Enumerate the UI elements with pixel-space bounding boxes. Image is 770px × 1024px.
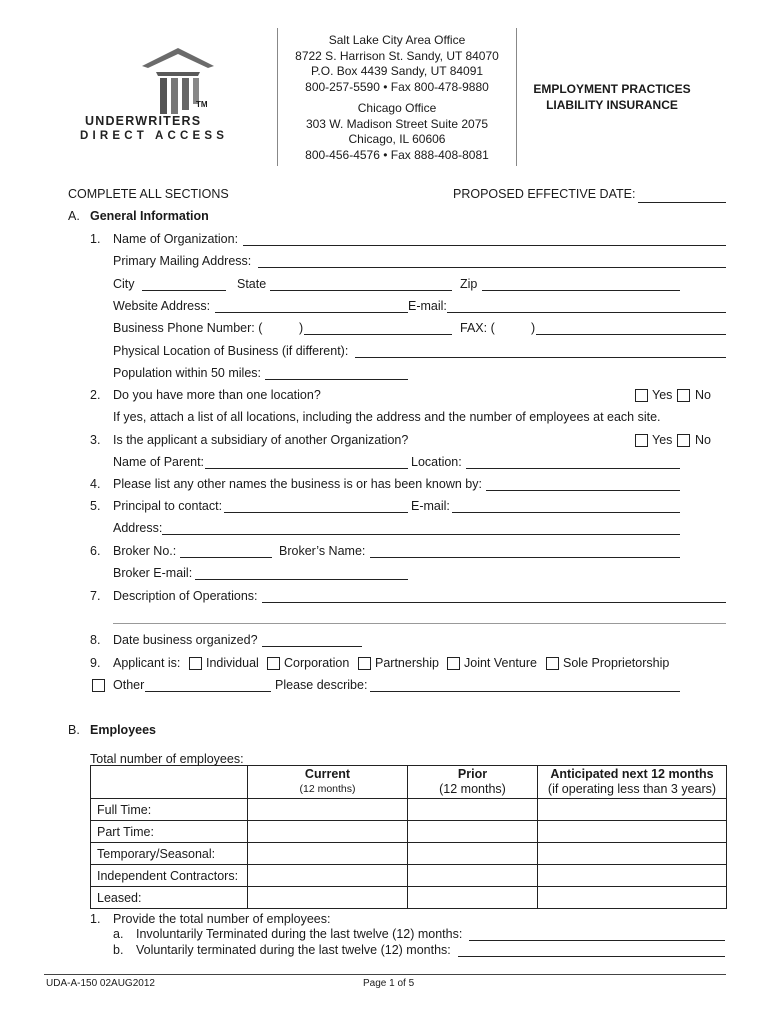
table-row <box>91 843 727 865</box>
q5-number: 5. <box>90 499 101 513</box>
section-a-letter: A. <box>68 209 80 223</box>
city-field[interactable] <box>142 290 226 291</box>
parent-name-label: Name of Parent: <box>113 455 205 469</box>
employees-table-caption: Total number of employees: <box>90 752 244 766</box>
slc-office-phone: 800-257-5590 • Fax 800-478-9880 <box>305 79 489 94</box>
describe-field[interactable] <box>370 691 680 692</box>
row-label: Leased: <box>91 887 248 909</box>
prior-cell[interactable] <box>408 865 538 887</box>
current-cell[interactable] <box>248 887 408 909</box>
b1-question: Provide the total number of employees: <box>113 912 331 926</box>
q9-number: 9. <box>90 656 101 670</box>
broker-name-label: Broker’s Name: <box>279 544 366 558</box>
proposed-date-field[interactable] <box>638 202 726 203</box>
form-id: UDA-A-150 02AUG2012 <box>46 978 155 989</box>
website-label: Website Address: <box>113 299 211 313</box>
sole-proprietorship-checkbox[interactable] <box>546 657 559 670</box>
mailing-address-label: Primary Mailing Address: <box>113 254 252 268</box>
header-divider-right <box>516 28 517 166</box>
business-phone-close: ) <box>299 321 304 335</box>
anticipated-cell[interactable] <box>538 887 727 909</box>
principal-email-field[interactable] <box>452 512 680 513</box>
email-label: E-mail: <box>408 299 447 313</box>
zip-label: Zip <box>460 277 478 291</box>
header-prior <box>408 766 538 799</box>
q2-note: If yes, attach a list of all locations, including the address and the number of employees at each site. <box>113 410 661 424</box>
operations-field-1[interactable] <box>262 602 726 603</box>
header-anticipated-sub: (if operating less than 3 years) <box>547 782 717 796</box>
section-b-letter: B. <box>68 723 80 737</box>
fax-close: ) <box>531 321 536 335</box>
voluntary-terminated-field[interactable] <box>458 956 725 957</box>
broker-email-field[interactable] <box>195 579 408 580</box>
other-label: Other <box>113 678 145 692</box>
header-current-sub: (12 months) <box>299 783 356 795</box>
q8-number: 8. <box>90 633 101 647</box>
b1-number: 1. <box>90 912 101 926</box>
q1-number: 1. <box>90 232 101 246</box>
header-anticipated-title: Anticipated next 12 months <box>550 767 714 781</box>
current-cell[interactable] <box>248 843 408 865</box>
slc-office-street: 8722 S. Harrison St. Sandy, UT 84070 <box>295 48 499 63</box>
q3-question: Is the applicant a subsidiary of another Organization? <box>113 433 409 447</box>
operations-label: Description of Operations: <box>113 589 258 603</box>
org-name-label: Name of Organization: <box>113 232 239 246</box>
joint-venture-label: Joint Venture <box>464 656 537 670</box>
corporation-label: Corporation <box>284 656 350 670</box>
table-row <box>91 799 727 821</box>
header-current <box>248 766 408 799</box>
other-field[interactable] <box>145 691 271 692</box>
employees-table <box>90 765 727 909</box>
fax-field[interactable] <box>536 334 726 335</box>
section-b-title: Employees <box>90 723 157 737</box>
slc-office-name: Salt Lake City Area Office <box>328 33 466 47</box>
state-label: State <box>237 277 267 291</box>
partnership-checkbox[interactable] <box>358 657 371 670</box>
date-organized-label: Date business organized? <box>113 633 258 647</box>
physical-location-field[interactable] <box>355 357 726 358</box>
city-label: City <box>113 277 135 291</box>
parent-location-field[interactable] <box>466 468 680 469</box>
q2-no-label: No <box>695 388 711 402</box>
parent-name-field[interactable] <box>205 468 408 469</box>
joint-venture-checkbox[interactable] <box>447 657 460 670</box>
chicago-office-street: 303 W. Madison Street Suite 2075 <box>305 116 489 131</box>
proposed-date-label: PROPOSED EFFECTIVE DATE: <box>453 187 636 201</box>
current-cell[interactable] <box>248 821 408 843</box>
q6-number: 6. <box>90 544 101 558</box>
q3-number: 3. <box>90 433 101 447</box>
q3-no-label: No <box>695 433 711 447</box>
date-organized-field[interactable] <box>262 646 362 647</box>
anticipated-cell[interactable] <box>538 821 727 843</box>
prior-cell[interactable] <box>408 843 538 865</box>
current-cell[interactable] <box>248 865 408 887</box>
state-field[interactable] <box>270 290 452 291</box>
header-current-title: Current <box>304 767 351 781</box>
physical-location-label: Physical Location of Business (if different): <box>113 344 349 358</box>
header-anticipated <box>538 766 727 799</box>
current-cell[interactable] <box>248 799 408 821</box>
principal-address-field[interactable] <box>162 534 680 535</box>
page-number: Page 1 of 5 <box>363 978 415 989</box>
slc-office-pobox: P.O. Box 4439 Sandy, UT 84091 <box>310 64 484 78</box>
other-names-field[interactable] <box>486 490 680 491</box>
chicago-office-name: Chicago Office <box>357 101 437 115</box>
section-a-title: General Information <box>90 209 209 223</box>
prior-cell[interactable] <box>408 887 538 909</box>
q2-yes-checkbox[interactable] <box>635 389 648 402</box>
q4-question: Please list any other names the business is or has been known by: <box>113 477 482 491</box>
logo-line-1: UNDERWRITERS <box>85 114 202 128</box>
population-label: Population within 50 miles: <box>113 366 261 380</box>
row-label: Part Time: <box>91 821 248 843</box>
table-header-row <box>91 766 727 799</box>
involuntary-terminated-field[interactable] <box>469 940 725 941</box>
email-field[interactable] <box>447 312 726 313</box>
company-logo <box>78 42 258 152</box>
chicago-office-phone: 800-456-4576 • Fax 888-408-8081 <box>305 147 489 162</box>
applicant-type-label: Applicant is: <box>113 656 181 670</box>
document-title <box>518 82 706 113</box>
table-row <box>91 887 727 909</box>
q4-number: 4. <box>90 477 101 491</box>
header-blank-cell <box>91 766 248 799</box>
q7-number: 7. <box>90 589 101 603</box>
b1b-letter: b. <box>113 943 124 957</box>
broker-no-field[interactable] <box>180 557 272 558</box>
logo-line-2: DIRECT ACCESS <box>80 130 229 142</box>
business-phone-field[interactable] <box>304 334 452 335</box>
q3-yes-checkbox[interactable] <box>635 434 648 447</box>
slc-office-block <box>278 33 516 95</box>
broker-name-field[interactable] <box>370 557 680 558</box>
business-phone-label: Business Phone Number: ( <box>113 321 263 335</box>
website-field[interactable] <box>215 312 408 313</box>
sole-proprietorship-label: Sole Proprietorship <box>563 656 670 670</box>
q3-no-checkbox[interactable] <box>677 434 690 447</box>
q2-question: Do you have more than one location? <box>113 388 321 402</box>
document-title-line-2: LIABILITY INSURANCE <box>546 97 678 112</box>
anticipated-cell[interactable] <box>538 843 727 865</box>
corporation-checkbox[interactable] <box>267 657 280 670</box>
anticipated-cell[interactable] <box>538 799 727 821</box>
document-title-line-1: EMPLOYMENT PRACTICES <box>533 82 691 96</box>
q2-yes-label: Yes <box>652 388 673 402</box>
header-prior-title: Prior <box>457 767 488 781</box>
row-label: Full Time: <box>91 799 248 821</box>
population-field[interactable] <box>265 379 408 380</box>
org-name-field[interactable] <box>243 245 726 246</box>
complete-all-sections: COMPLETE ALL SECTIONS <box>68 187 229 201</box>
principal-contact-label: Principal to contact: <box>113 499 223 513</box>
prior-cell[interactable] <box>408 821 538 843</box>
chicago-office-block <box>278 101 516 163</box>
describe-label: Please describe: <box>275 678 368 692</box>
zip-field[interactable] <box>482 290 680 291</box>
individual-label: Individual <box>206 656 259 670</box>
b1a-letter: a. <box>113 927 124 941</box>
row-label: Independent Contractors: <box>91 865 248 887</box>
broker-no-label: Broker No.: <box>113 544 177 558</box>
b1b-text: Voluntarily terminated during the last twelve (12) months: <box>136 943 451 957</box>
other-checkbox[interactable] <box>92 679 105 692</box>
anticipated-cell[interactable] <box>538 865 727 887</box>
prior-cell[interactable] <box>408 799 538 821</box>
row-label: Temporary/Seasonal: <box>91 843 248 865</box>
chicago-office-city: Chicago, IL 60606 <box>348 132 446 146</box>
footer-rule <box>44 974 726 975</box>
fax-label: FAX: ( <box>460 321 495 335</box>
principal-address-label: Address: <box>113 521 163 535</box>
b1a-text: Involuntarily Terminated during the last twelve (12) months: <box>136 927 463 941</box>
trademark-mark: TM <box>196 100 208 109</box>
operations-field-2[interactable] <box>113 623 726 624</box>
q2-no-checkbox[interactable] <box>677 389 690 402</box>
partnership-label: Partnership <box>375 656 439 670</box>
header-prior-sub: (12 months) <box>439 782 506 796</box>
mailing-address-field[interactable] <box>258 267 726 268</box>
individual-checkbox[interactable] <box>189 657 202 670</box>
q3-yes-label: Yes <box>652 433 673 447</box>
table-row <box>91 865 727 887</box>
parent-location-label: Location: <box>411 455 462 469</box>
broker-email-label: Broker E-mail: <box>113 566 193 580</box>
principal-contact-field[interactable] <box>224 512 408 513</box>
principal-email-label: E-mail: <box>411 499 450 513</box>
q2-number: 2. <box>90 388 101 402</box>
table-row <box>91 821 727 843</box>
